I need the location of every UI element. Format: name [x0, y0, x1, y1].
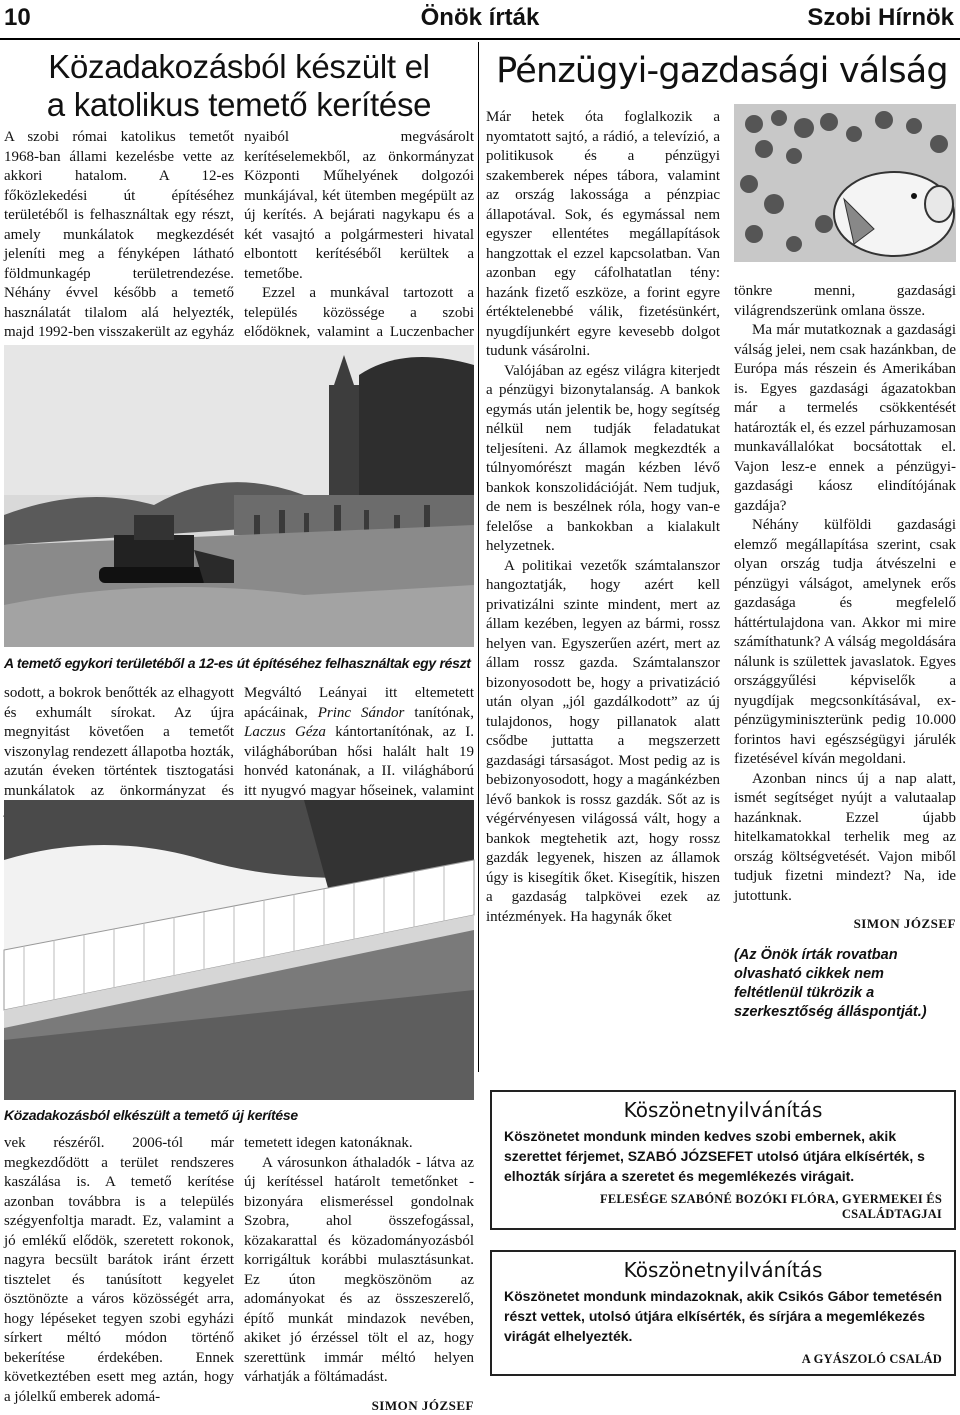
left-col1-bottom [4, 1134, 234, 1380]
thanks-box-1-signature: FELESÉGE SZABÓNÉ BOZÓKI FLÓRA, GYERMEKEI ÉS CSALÁDTAGJAI [504, 1192, 942, 1222]
right-col-a [486, 108, 720, 1068]
thanks-box-2-body: Köszönetet mondunk mindazoknak, akik Csikós Gábor temetésén részt vettek, utolsó útjára elkísérték, és sírjára a megemlékezés virágát elhelyezték. [504, 1286, 942, 1346]
paragraph: Valójában az egész világra kiterjedt a pénzügyi bizonytalanság. A bankok egymás után jelentik be, hogy segítség nélkül nem tudják feladatukat teljesíteni. Az államok megkezdték a túlnyomórészt magán kézben lévő bankok konszolidációját. Nem tudjuk, de nem is beszélnek róla, hogy van-e felelőse a bankokban a kialakult helyzetnek. [486, 362, 720, 557]
paragraph: tönkre menni, gazdasági világrendszerünk omlana össze. [734, 282, 956, 321]
section-title: Önök írták [0, 4, 960, 32]
paragraph: Megváltó Leányai itt eltemetett apácáinak, Princ Sándor tanítónak, Laczus Géza kántortanítónak, az I. világháborúban hősi halált halt 19 honvéd katonának, a II. világháború itt nyugvó magyar hőseinek, valamint [244, 684, 474, 821]
paragraph: A szobi római katolikus temetőt 1968-ban állami kezelésbe vette az akkori hatalom. A 12-es főközlekedési út építéséhez területéből is felhasználtak egy részt, amely munkálatok megkezdését jeleníti meg a fényképen látható földmunkagép területrendezése. Néhány évvel később a temető használatát tilalom alá helyezték, majd 1992-ben visszakerült az egyház [4, 128, 234, 362]
left-article-signature: SIMON JÓZSEF [244, 1396, 474, 1415]
left-col1-top [4, 128, 234, 334]
page-number: 10 [4, 4, 31, 32]
left-title-line2: a katolikus temető kerítése [0, 86, 478, 124]
paragraph: A politikai vezetők számtalanszor hangoztatják, hogy azért kell privatizálni szinte mindent, mert az állam kezében, legyen az bármi, rossz helyen van. Egyszerűen azért, mert az állam rossz gazda. Számtalanszor bizonyosodott be, hogy a privatizáció után olyan „jól gazdálkodott” az új tulajdonos, hogy pillanatok alatt csődbe juttatta a megszerzett gazdasági társaságot. Most pedig az is bebizonyosodott, hogy a magánkézben lévő bankok is rossz gazdák. Sőt az is végérvényesen világossá vált, hogy a bankok megtehetik azt, hogy rossz gazdák legyenek, hiszen az államok úgy is kisegítik őket. Kisegítik, hiszen a gazdaság talpkövei ezek az intézmények. Ha hagynák őket [486, 557, 720, 928]
left-col2-mid [244, 684, 474, 786]
paragraph: Ezzel a munkával tartozott a település közössége a szobi elődöknek, valamint a Luczenbacher [244, 284, 474, 362]
fence-photo-image [4, 800, 474, 1100]
paragraph: Már hetek óta foglalkozik a nyomtatott sajtó, a rádió, a televízió, a politikusok és a pénzügyi szakemberek népes tábora, valamint az ország lakossága a pénzpiac állapotával. Sok, és egymással nem egyszer ellentétes megállapítások hangzottak el ezzel kapcsolatban. Van azonban egy cáfolhatatlan tény: hazánk fizető eszköze, a forint egyre értéktelenebbé válik, fizetésünkért, nyugdíjunkért egyre kevesebb dolgot tudunk vásárolni. [486, 108, 720, 362]
right-article-title: Pénzügyi-gazdasági válság [484, 48, 960, 94]
paragraph: nyaiból megvásárolt kerítéselemekből, az önkormányzat Központi Műhelyének dolgozói munkájával, két ütemben megépült az új kerítés. A bejárati nagykapu és a két vasajtó a polgármesteri hivatal elbontott kerítéséből kerültek a temetőbe. [244, 128, 474, 284]
thanks-box-2-signature: A GYÁSZOLÓ CSALÁD [504, 1352, 942, 1367]
paragraph: sodott, a bokrok benőtték az elhagyott és exhumált sírokat. Az újra megnyitást követően a temetőt viszonylag rendezett állapotba hozták, azután éveken történtek tisztogatási munkálatok az önkormányzat és [4, 684, 234, 821]
bulldozer-photo [4, 345, 474, 647]
photo1-caption: A temető egykori területéből a 12-es út építéséhez felhasználtak egy részt [4, 654, 471, 672]
photo2-caption: Közadakozásból elkészült a temető új kerítése [4, 1106, 302, 1124]
right-col-b [734, 282, 956, 1072]
paragraph: A városunkon áthaladók - látva az új kerítéssel határolt temetőnket - bizonyára elismeréssel gondolnak Szobra, ahol összefogással, közakarattal és közadományozásból korrigáltuk korábbi mulasztásunkat. Ez úton megköszönöm az adományokat és az összeszerelő, építő munkát mindazok nevében, akiket jó érzéssel tölt el az, hogy szerettünk immár méltó helyen várhatják a föltámadást. [244, 1154, 474, 1388]
left-title-line1: Közadakozásból készült el [0, 48, 478, 86]
editorial-disclaimer: (Az Önök írták rovatban olvasható cikkek nem feltétlenül tükrözik a szerkesztőség álláspontját.) [734, 946, 956, 1022]
paragraph: Ma már mutatkoznak a gazdasági válság jelei, nem csak hazánkban, de Európa más részein és Amerikában is. Egyes gazdasági ágazatokban már a termelés csökkentését határozták el, és ezzel párhuzamosan munkavállalókat bocsátottak el. Vajon lesz-e ennek a pénzügyi-gazdasági káosz elindítójának gazdája? [734, 321, 956, 516]
left-col2-top [244, 128, 474, 334]
left-col2-bottom [244, 1134, 474, 1380]
thanks-box-1 [490, 1090, 956, 1230]
paragraph: Néhány külföldi gazdasági elemző megállapítása szerint, csak olyan ország tudja átvészelni e pénzügyi válságot, amelynek erős gazdasága és megfelelő háttértulajdona van. Akkor mi mire számíthatunk? A válság megoldására nálunk is születtek javaslatok. Egyes országgyűlési képviselők a nyugdíjak megcsonkításával, ex-pénzügyminiszterünk pedig 10.000 forintos havi egészségügyi járulék fizetésével kíván megoldani. [734, 516, 956, 770]
paragraph: temetett idegen katonáknak. [244, 1134, 474, 1154]
piggy-bank-image [734, 104, 956, 262]
left-article-title [0, 48, 478, 124]
column-divider [478, 42, 479, 1072]
paragraph: vek részéről. 2006-tól már megkezdődött a terület rendszeres kaszálása is. A temető kerítése azonban továbbra is a település szégyenfoltja maradt. Ez, valamint a jó emlékű elődök, szeretett rokonok, nagyra becsült barátok iránt érzett tisztelet és tanúsított kegyelet ösztönözte a város közösségét arra, hogy lépéseket tegyen szobi egyházi sírkert méltó módon történő bekerítése érdekében. Ennek következtében esett meg aztán, hogy a jólelkű emberek adomá- [4, 1134, 234, 1407]
bulldozer-photo-image [4, 345, 474, 647]
thanks-box-2-title: Köszönetnyilvánítás [504, 1258, 942, 1282]
thanks-box-1-body: Köszönetet mondunk minden kedves szobi embernek, akik szerettet férjemet, SZABÓ JÓZSEFET utolsó útjára elkísérték, s elhozták sírjára a szeretet és megemlékezés virágait. [504, 1126, 942, 1186]
left-col1-mid [4, 684, 234, 786]
thanks-box-2 [490, 1250, 956, 1376]
piggy-bank-photo [734, 104, 956, 262]
right-article-signature: SIMON JÓZSEF [734, 914, 956, 934]
paragraph: Azonban nincs új a nap alatt, ismét segítséget nyújt a valutaalap hazánknak. Ezzel újabb hitelkamatokkal terhelik meg az ország költségvetését. Vajon miből tudjuk fizetni mindezt? Na, ide jutottunk. [734, 770, 956, 907]
page-header [0, 0, 960, 40]
fence-photo [4, 800, 474, 1100]
piggy-bank [834, 172, 954, 256]
thanks-box-1-title: Köszönetnyilvánítás [504, 1098, 942, 1122]
publication-name: Szobi Hírnök [807, 4, 954, 32]
